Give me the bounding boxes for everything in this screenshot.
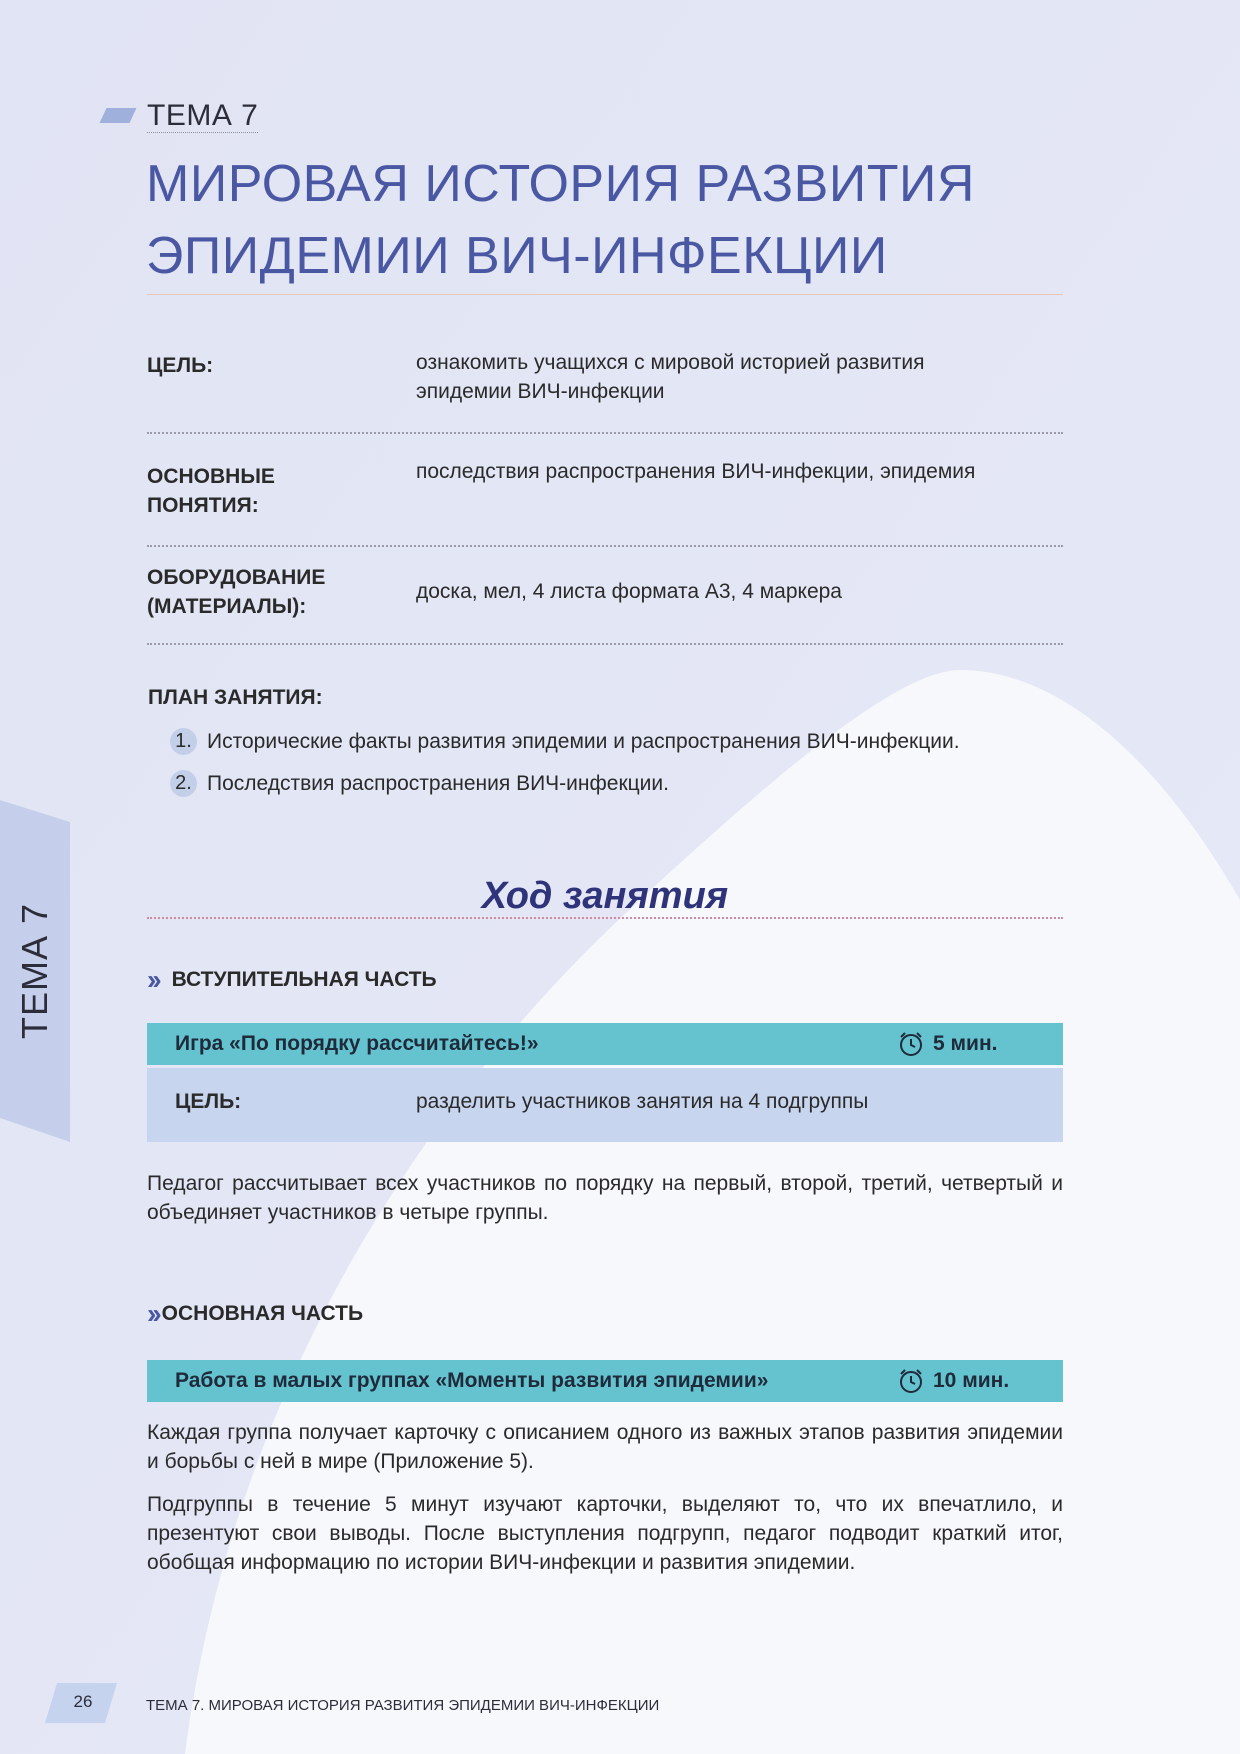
plan-heading: ПЛАН ЗАНЯТИЯ: <box>148 686 323 709</box>
double-chevron-icon: ›› <box>147 964 158 995</box>
page-number: 26 <box>73 1692 93 1711</box>
main-paragraph-2: Подгруппы в течение 5 минут изучают карточки, выделяют то, что их впечатлило, и презентуют свои выводы. После выступления подгрупп, педагог подводит краткий итог, обобщая информацию по истории ВИЧ-инфекции и развития эпидемии. <box>147 1493 1063 1574</box>
plan-item <box>170 728 960 755</box>
main-activity-bar <box>147 1360 1063 1402</box>
goal-label: ЦЕЛЬ: <box>147 354 214 377</box>
double-chevron-icon: ›› <box>147 1298 158 1329</box>
row-divider <box>147 643 1063 645</box>
plan-item-text: Исторические факты развития эпидемии и распространения ВИЧ-инфекции. <box>207 729 960 753</box>
main-heading-text: ОСНОВНАЯ ЧАСТЬ <box>161 1302 364 1325</box>
intro-paragraph: Педагог рассчитывает всех участников по порядку на первый, второй, третий, четвертый и объединяет участников в четыре группы. <box>147 1172 1063 1224</box>
main-time-text: 10 мин. <box>933 1369 1010 1392</box>
intro-goal-value: разделить участников занятия на 4 подгруппы <box>416 1090 869 1113</box>
main-activity-name: Работа в малых группах «Моменты развития эпидемии» <box>175 1369 769 1392</box>
intro-time-text: 5 мин. <box>933 1032 998 1055</box>
alarm-clock-icon <box>897 1367 925 1395</box>
intro-section-heading <box>147 964 437 996</box>
main-paragraph-1: Каждая группа получает карточку с описанием одного из важных этапов развития эпидемии и борьбы с ней в мире (Приложение 5). <box>147 1421 1063 1473</box>
equipment-value: доска, мел, 4 листа формата А3, 4 маркера <box>416 580 842 603</box>
concepts-label: ОСНОВНЫЕ ПОНЯТИЯ: <box>147 465 275 517</box>
intro-heading-text: ВСТУПИТЕЛЬНАЯ ЧАСТЬ <box>171 968 437 991</box>
intro-goal-label: ЦЕЛЬ: <box>175 1090 242 1113</box>
intro-activity-bar <box>147 1023 1063 1065</box>
row-divider <box>147 545 1063 547</box>
course-divider <box>147 917 1063 919</box>
equipment-label: ОБОРУДОВАНИЕ (МАТЕРИАЛЫ): <box>147 566 326 618</box>
course-title: Ход занятия <box>481 875 729 917</box>
plan-item-number: 1. <box>170 728 197 755</box>
plan-item-number: 2. <box>170 770 197 797</box>
intro-activity-time <box>897 1030 997 1058</box>
page-title: МИРОВАЯ ИСТОРИЯ РАЗВИТИЯ ЭПИДЕМИИ ВИЧ-ИНФЕКЦИИ <box>146 155 975 285</box>
row-divider <box>147 432 1063 434</box>
tema-label: ТЕМА 7 <box>147 99 259 132</box>
tema-marker <box>100 108 137 123</box>
goal-value: ознакомить учащихся с мировой историей развития эпидемии ВИЧ-инфекции <box>416 351 925 403</box>
alarm-clock-icon <box>897 1030 925 1058</box>
concepts-value: последствия распространения ВИЧ-инфекции, эпидемия <box>416 460 976 483</box>
plan-item <box>170 770 669 797</box>
title-divider <box>147 294 1063 295</box>
plan-item-text: Последствия распространения ВИЧ-инфекции. <box>207 771 669 795</box>
intro-goal-box <box>147 1068 1063 1142</box>
side-tab-label: ТЕМА 7 <box>14 902 55 1040</box>
main-section-heading <box>147 1298 363 1330</box>
main-activity-time <box>897 1367 1009 1395</box>
intro-activity-name: Игра «По порядку рассчитайтесь!» <box>175 1032 539 1055</box>
running-title: ТЕМА 7. МИРОВАЯ ИСТОРИЯ РАЗВИТИЯ ЭПИДЕМИИ ВИЧ-ИНФЕКЦИИ <box>146 1697 660 1714</box>
